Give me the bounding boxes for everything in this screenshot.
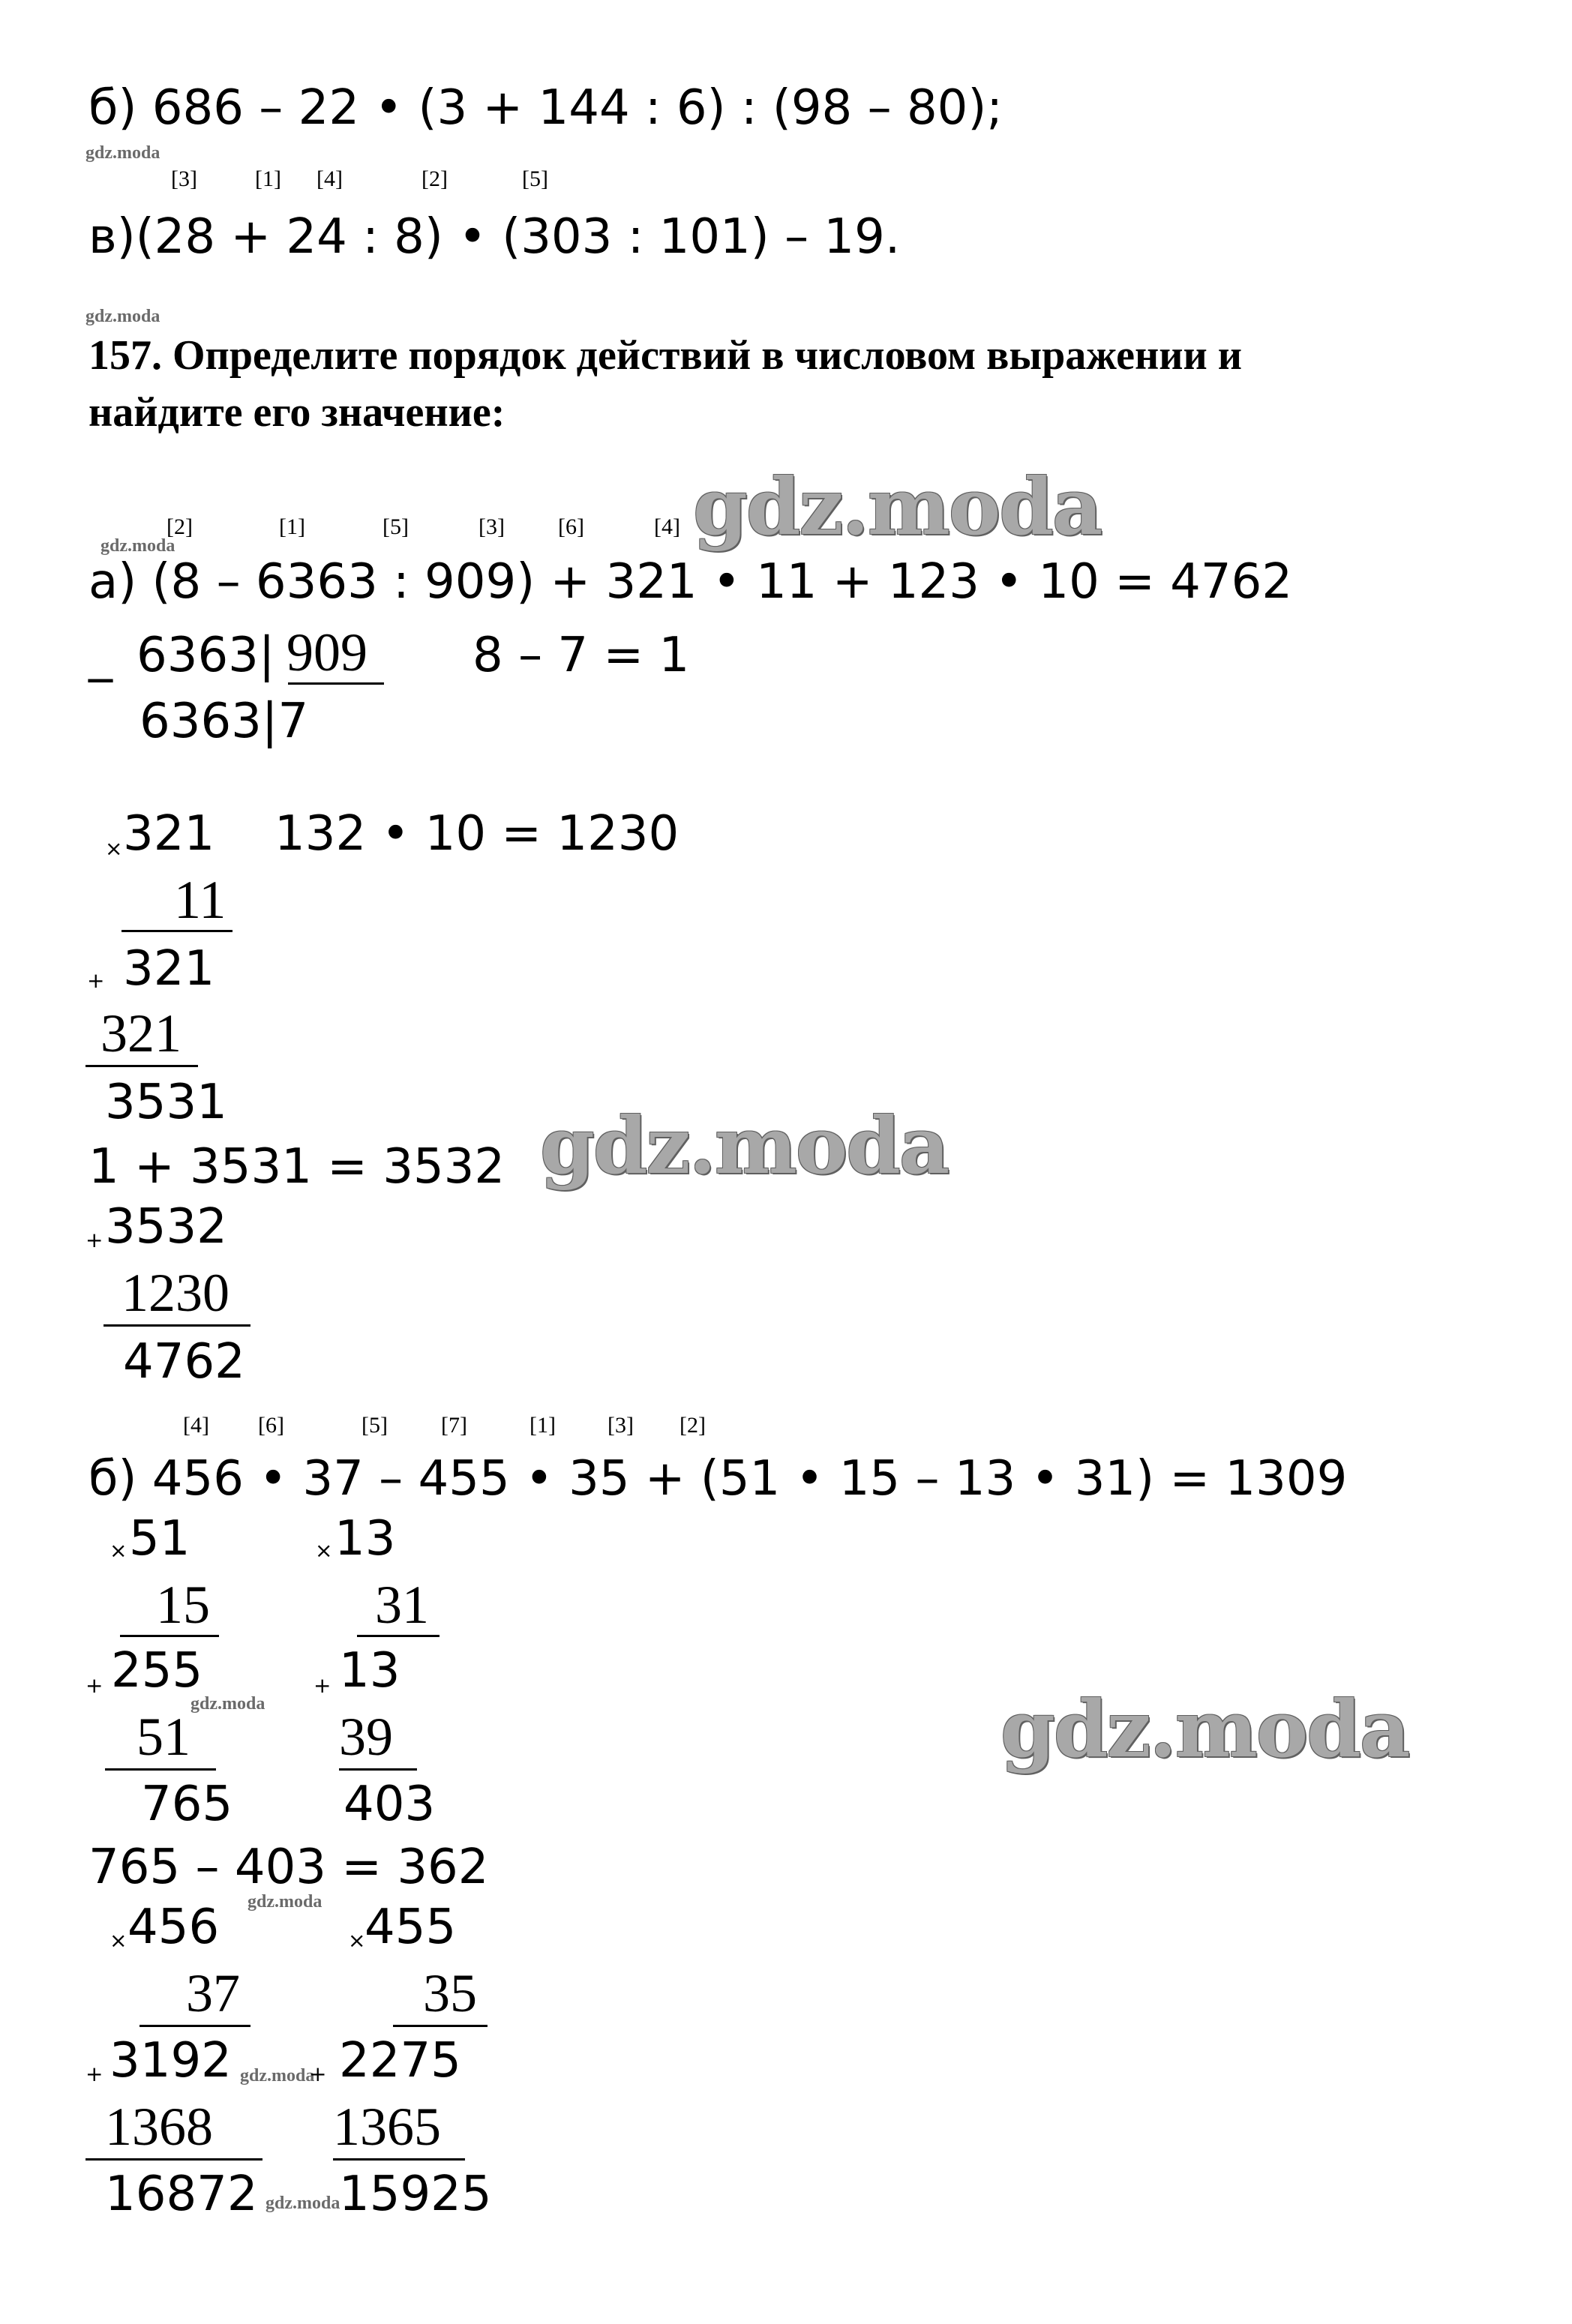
order-mark: [4] bbox=[654, 514, 680, 539]
sum-underline bbox=[86, 1065, 198, 1067]
division-minus-sign: _ bbox=[88, 628, 112, 683]
watermark-small: gdz.moda bbox=[86, 143, 160, 163]
task-heading: 157. Определите порядок действий в числовом выражении и bbox=[88, 332, 1243, 379]
subtraction-line: 8 – 7 = 1 bbox=[472, 628, 690, 683]
watermark-small: gdz.moda bbox=[86, 307, 160, 326]
order-mark: [3] bbox=[171, 166, 197, 191]
add-underline bbox=[104, 1324, 250, 1327]
order-mark: [5] bbox=[382, 514, 409, 539]
watermark-large: gdz.moda bbox=[1000, 1683, 1409, 1775]
calc-line: 132 • 10 = 1230 bbox=[274, 806, 680, 862]
mul-underline bbox=[393, 2025, 488, 2027]
mul-bottom-number: 15 bbox=[156, 1575, 210, 1635]
mul-partial-shifted: 321 bbox=[100, 1003, 182, 1063]
division-dividend: 6363| bbox=[136, 628, 275, 683]
mul-partial-shifted: 39 bbox=[339, 1707, 393, 1767]
mul-partial: 321 bbox=[123, 941, 215, 997]
mul-result: 16872 bbox=[105, 2167, 258, 2222]
mul-partial: 3192 bbox=[110, 2033, 232, 2089]
plus-sign: + bbox=[86, 2062, 104, 2086]
order-mark: [2] bbox=[680, 1413, 706, 1438]
add-top-number: 3532 bbox=[105, 1199, 227, 1255]
order-mark: [6] bbox=[558, 514, 584, 539]
sum-underline bbox=[339, 1768, 417, 1771]
mul-partial: 255 bbox=[111, 1643, 203, 1699]
part-a-expression: а) (8 – 6363 : 909) + 321 • 11 + 123 • 10 = 4762 bbox=[88, 554, 1293, 610]
watermark-small: gdz.moda bbox=[100, 536, 176, 556]
mul-partial: 2275 bbox=[339, 2033, 461, 2089]
mul-top-number: 455 bbox=[364, 1900, 457, 1955]
divisor-underline bbox=[288, 682, 384, 685]
order-mark: [4] bbox=[316, 166, 343, 191]
multiply-sign: × bbox=[348, 1928, 366, 1953]
order-mark: [3] bbox=[608, 1413, 634, 1438]
mul-underline bbox=[122, 930, 232, 932]
exercise-b-line: б) 686 – 22 • (3 + 144 : 6) : (98 – 80); bbox=[88, 80, 1003, 136]
plus-sign: + bbox=[314, 1673, 332, 1698]
order-mark: [5] bbox=[522, 166, 548, 191]
division-quotient: 6363|7 bbox=[140, 694, 309, 749]
multiply-sign: × bbox=[110, 1928, 128, 1953]
mul-top-number: 321 bbox=[123, 806, 215, 862]
mul-partial-shifted: 1365 bbox=[333, 2097, 441, 2157]
multiply-sign: × bbox=[110, 1538, 128, 1563]
order-mark: [4] bbox=[183, 1413, 209, 1438]
order-mark: [1] bbox=[255, 166, 281, 191]
plus-sign: + bbox=[86, 1673, 104, 1698]
sum-underline bbox=[333, 2158, 465, 2161]
mul-bottom-number: 31 bbox=[375, 1575, 429, 1635]
mul-result: 403 bbox=[344, 1777, 436, 1832]
plus-sign: + bbox=[309, 2062, 327, 2086]
watermark-small: gdz.moda bbox=[190, 1694, 266, 1714]
add-bottom-number: 1230 bbox=[122, 1263, 230, 1323]
mul-top-number: 456 bbox=[128, 1900, 220, 1955]
mul-underline bbox=[120, 1635, 219, 1637]
order-mark: [6] bbox=[258, 1413, 284, 1438]
order-mark: [2] bbox=[166, 514, 193, 539]
watermark-small: gdz.moda bbox=[266, 2194, 340, 2213]
division-divisor: 909 bbox=[286, 622, 368, 682]
difference-line: 765 – 403 = 362 bbox=[88, 1840, 489, 1895]
multiply-sign: × bbox=[105, 836, 123, 861]
plus-sign: + bbox=[87, 968, 105, 993]
mul-result: 765 bbox=[141, 1777, 233, 1832]
mul-bottom-number: 11 bbox=[174, 870, 226, 930]
order-mark: [1] bbox=[530, 1413, 556, 1438]
plus-sign: + bbox=[86, 1228, 104, 1252]
mul-bottom-number: 37 bbox=[186, 1963, 240, 2023]
exercise-v-line: в)(28 + 24 : 8) • (303 : 101) – 19. bbox=[88, 209, 901, 265]
mul-top-number: 13 bbox=[334, 1511, 396, 1567]
multiply-sign: × bbox=[315, 1538, 333, 1563]
task-heading-line2: найдите его значение: bbox=[88, 389, 506, 436]
order-mark: [5] bbox=[362, 1413, 388, 1438]
mul-top-number: 51 bbox=[129, 1511, 190, 1567]
order-mark: [3] bbox=[478, 514, 505, 539]
mul-result: 3531 bbox=[105, 1075, 227, 1130]
mul-partial-shifted: 1368 bbox=[105, 2097, 213, 2157]
mul-result: 15925 bbox=[339, 2167, 492, 2222]
order-mark: [7] bbox=[441, 1413, 467, 1438]
mul-partial-shifted: 51 bbox=[136, 1707, 190, 1767]
order-mark: [1] bbox=[279, 514, 305, 539]
sum-line: 1 + 3531 = 3532 bbox=[88, 1139, 506, 1195]
mul-partial: 13 bbox=[339, 1643, 400, 1699]
mul-underline bbox=[357, 1635, 440, 1637]
sum-underline bbox=[86, 2158, 262, 2161]
watermark-large: gdz.moda bbox=[540, 1099, 949, 1192]
mul-underline bbox=[140, 2025, 250, 2027]
part-b-expression: б) 456 • 37 – 455 • 35 + (51 • 15 – 13 • 31) = 1309 bbox=[88, 1451, 1348, 1507]
mul-bottom-number: 35 bbox=[423, 1963, 477, 2023]
add-result: 4762 bbox=[123, 1334, 245, 1390]
sum-underline bbox=[105, 1768, 216, 1771]
order-mark: [2] bbox=[422, 166, 448, 191]
watermark-small: gdz.moda bbox=[240, 2066, 315, 2086]
watermark-large: gdz.moda bbox=[693, 460, 1102, 553]
watermark-small: gdz.moda bbox=[248, 1892, 322, 1912]
